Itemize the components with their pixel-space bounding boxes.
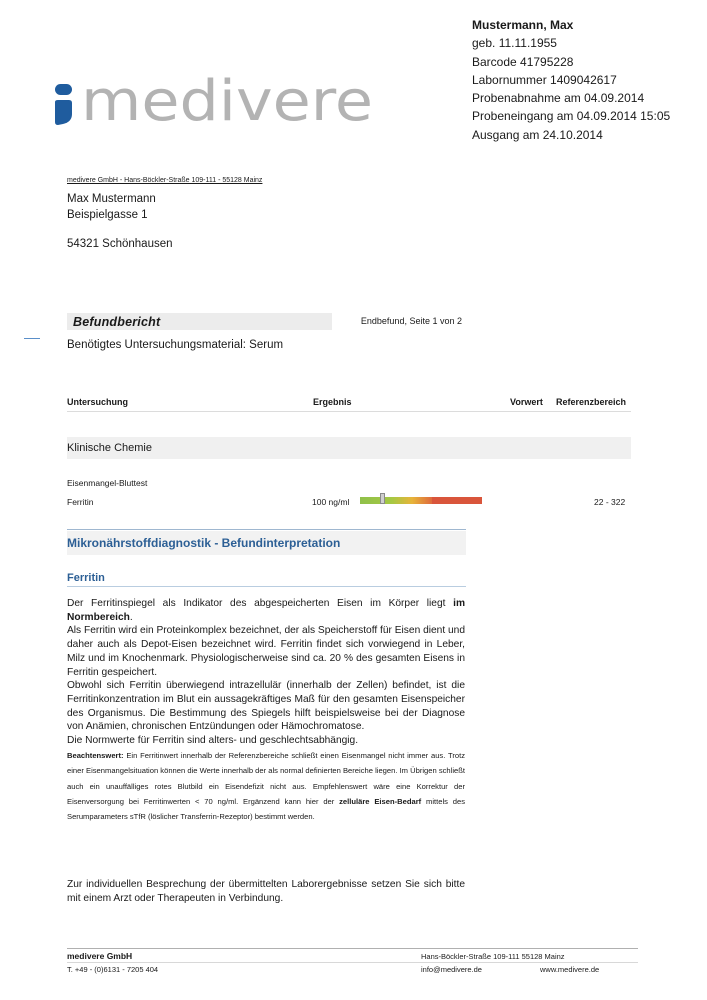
sample-received-date: Probeneingang am 04.09.2014 15:05 [472,109,671,124]
interpretation-topline [67,529,466,530]
recipient-city: 54321 Schönhausen [67,238,173,250]
paragraph-status [67,597,465,624]
test-result: 100 ng/ml [312,497,350,507]
result-marker [380,493,385,504]
interpretation-body [67,597,465,825]
paragraph-definition: Als Ferritin wird ein Proteinkomplex bezeichnet, der als Speicherstoff für Eisen dient und daher auch als Depot-Eisen bezeichnet wird. Ferritin findet sich vorwiegend in Leber, Milz und im Knochenmark. Physiologischerweise sind ca. 20 % des gesamten Eisens in Ferritin gespeichert. [67,625,465,678]
patient-name: Mustermann, Max [472,18,574,32]
paragraph-normal-values: Die Normwerte für Ferritin sind alters- und geschlechtsabhängig. [67,735,359,747]
subtitle-divider [67,586,466,587]
closing-paragraph: Zur individuellen Besprechung der übermittelten Laborergebnisse setzen Sie sich bitte mit einem Arzt oder Therapeuten in Verbindung. [67,879,465,904]
note-paragraph [67,748,465,825]
header-divider [67,411,631,412]
sample-taken-date: Probenabnahme am 04.09.2014 [472,91,645,106]
report-status [332,313,466,330]
reference-range-bar [360,497,482,504]
report-status-text: Endbefund, Seite 1 von 2 [360,316,462,326]
patient-labnumber: Labornummer 1409042617 [472,72,617,87]
patient-barcode: Barcode 41795228 [472,54,574,69]
recipient-street: Beispielgasse 1 [67,208,148,221]
column-header-previous: Vorwert [510,397,543,407]
column-header-test: Untersuchung [67,397,129,407]
paragraph-diagnostics: Obwohl sich Ferritin überwiegend intrazellulär (innerhalb der Zellen) befindet, ist die Ferritinkonzentration im Blut ein aussagekräftiges Maß für den gesamten Eisenspeicher des Organismus. Die Bestimmung des Spiegels hilft beispielsweise bei der Diagnose von Anämien, chronischen Entzündungen oder Hämochromatose. [67,680,465,733]
patient-birthdate: geb. 11.11.1955 [472,36,557,51]
test-reference: 22 - 322 [594,497,626,507]
footer-email[interactable]: info@medivere.de [421,965,482,974]
test-group-title: Eisenmangel-Bluttest [67,478,148,488]
note-text: Ein Ferritinwert innerhalb der Referenzbereiche schließt einen Eisenmangel nicht immer aus. Trotz einer Eisenmangelsituation können die Werte innerhalb der als normal definierten Bereiche liegen. Im Übrigen schließt auch ein unauffälliges rotes Blutbild ein Eisendefizit nicht aus. Empfehlenswert wäre eine Korrektur der Eisenversorgung bei Ferritinwerten < 70 ng/ml. Ergänzend kann hier der [67,750,465,806]
medivere-logo [55,66,375,130]
report-title: Befundbericht [73,315,161,329]
range-bar-mid [392,497,432,504]
status-highlight: im Normbereich [67,598,465,623]
footer-address: Hans-Böckler-Straße 109-111 55128 Mainz [421,952,565,961]
patient-info [472,16,670,144]
section-title: Klinische Chemie [67,442,152,454]
recipient-address [67,192,173,253]
sample-material: Benötigtes Untersuchungsmaterial: Serum [67,339,284,351]
logo-mark-icon [55,84,72,125]
note-end: mittels des Serumparameters sTfR (löslicher Transferrin-Rezeptor) bestimmt werden. [67,796,466,822]
footer-website[interactable]: www.medivere.de [540,965,600,974]
recipient-name: Max Mustermann [67,193,156,205]
fold-mark [24,338,40,339]
column-header-result: Ergebnis [313,397,352,407]
test-name: Ferritin [67,497,94,507]
logo-text: medivere [81,69,373,130]
footer-divider-bottom [67,962,638,963]
interpretation-subtitle: Ferritin [67,572,105,584]
note-highlight: zelluläre Eisen-Bedarf [339,796,422,806]
interpretation-title: Mikronährstoffdiagnostik - Befundinterpretation [67,536,341,550]
range-bar-high [432,497,482,504]
column-header-reference: Referenzbereich [556,397,627,407]
note-label: Beachtenswert: [67,750,124,760]
status-end: . [129,611,133,623]
status-text: Der Ferritinspiegel als Indikator des abgespeicherten Eisen im Körper liegt [67,598,454,609]
range-bar-low [360,497,392,504]
footer-divider-top [67,948,638,949]
footer-phone: T. +49 - (0)6131 - 7205 404 [67,965,159,974]
footer-company: medivere GmbH [67,951,133,961]
sender-line: medivere GmbH - Hans-Böckler-Straße 109-111 - 55128 Mainz [67,177,263,184]
output-date: Ausgang am 24.10.2014 [472,127,603,142]
